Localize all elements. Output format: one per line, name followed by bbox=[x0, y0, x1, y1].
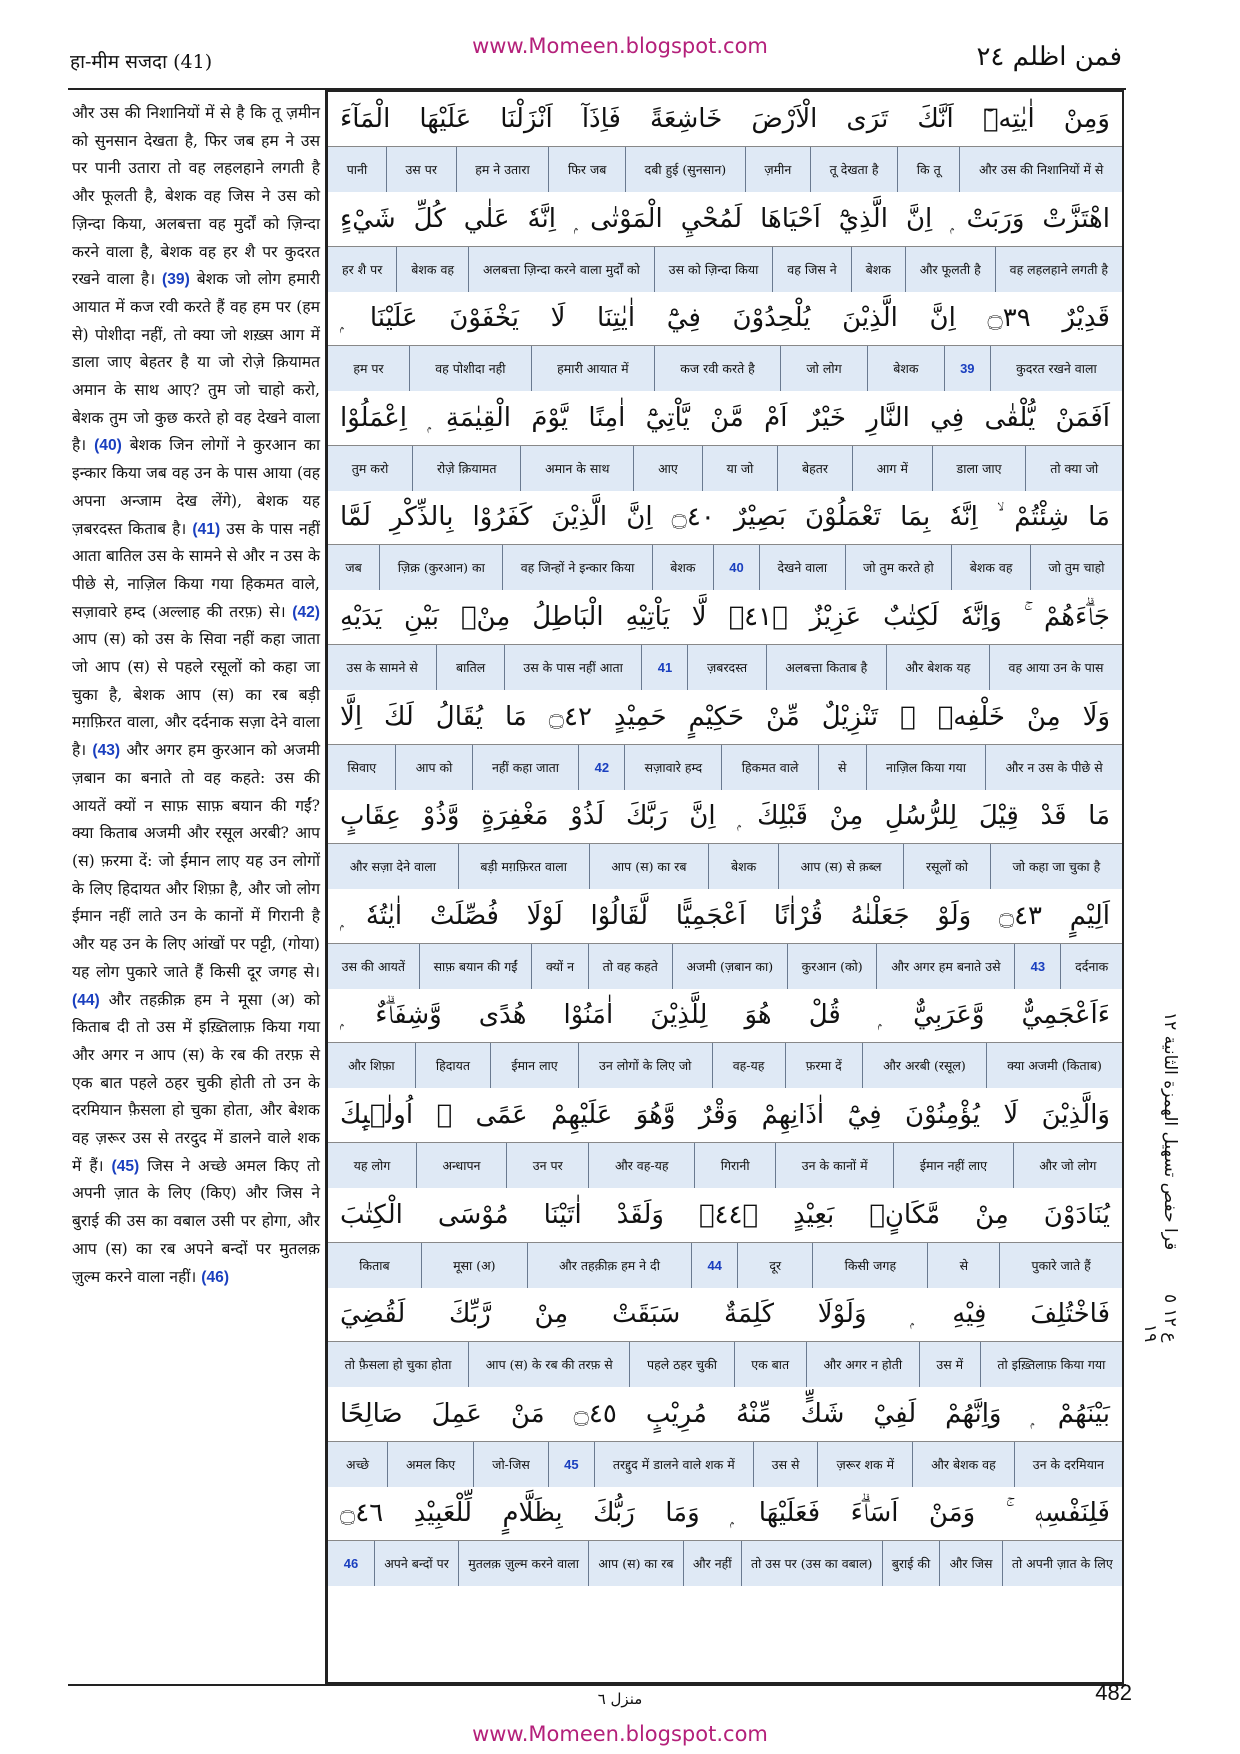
gloss-cell: हर शै पर bbox=[341, 261, 383, 277]
translation-verse bbox=[72, 270, 320, 454]
gloss-cell: रोज़े क़ियामत bbox=[412, 446, 520, 491]
gloss-cell: उस को ज़िन्दा किया bbox=[654, 247, 773, 292]
gloss-cell: तो उस पर (उस का वबाल) bbox=[741, 1541, 882, 1586]
gloss-cell: वह-यह bbox=[712, 1043, 785, 1088]
gloss-cell: क्या अजमी (किताब) bbox=[986, 1043, 1122, 1088]
interlinear-row bbox=[328, 1287, 1122, 1387]
gloss-cell: और सज़ा देने वाला bbox=[349, 859, 436, 875]
gloss-cell: हिकमत वाले bbox=[721, 745, 817, 790]
translation-verse bbox=[72, 991, 320, 1175]
gloss-cell: ईमान नहीं लाए bbox=[893, 1143, 1012, 1188]
gloss-cell: आप (स) से क़ब्ल bbox=[778, 844, 903, 889]
gloss-cell: देखने वाला bbox=[759, 545, 845, 590]
gloss-cell: ज़िक्र (कुरआन) का bbox=[379, 545, 502, 590]
gloss-cell: कज रवी करते है bbox=[654, 346, 780, 391]
gloss-cell: आए bbox=[633, 446, 701, 491]
gloss-verse-number: 43 bbox=[1014, 944, 1060, 989]
gloss-cell: जो कहा जा चुका है bbox=[990, 844, 1122, 889]
site-url-header[interactable]: www.Momeen.blogspot.com bbox=[472, 34, 768, 58]
gloss-cell: या जो bbox=[702, 446, 778, 491]
side-note-qira: قرا حفص تسهيل الهمزة الثانية ١٢ bbox=[1160, 1011, 1180, 1250]
translation-text: और उस की निशानियों में से है कि तू ज़मीन को सुनसान देखता है, फिर जब हम ने उस पर पानी उतारा तो वह लहलहाने लगती है और फूलती है, बेशक वह जिस ने उस को ज़िन्दा किया, अलबत्ता वह मुर्दों को ज़िन्दा करने वाला है, बेशक वह हर शै पर कुदरत रखने वाला है। bbox=[72, 104, 320, 289]
gloss-cell: वह जिन्हों ने इन्कार किया bbox=[502, 545, 652, 590]
gloss-line bbox=[328, 1143, 1122, 1188]
arabic-line: قَدِيْرٌ ۝٣٩ اِنَّ الَّذِيْنَ يُلْحِدُوْنَ فِيْٓ اٰيٰتِنَا لَا يَخْفَوْنَ عَلَيْنَا ۭ bbox=[328, 291, 1122, 346]
gloss-cell: और बेशक यह bbox=[886, 645, 989, 690]
gloss-cell: बातिल bbox=[436, 645, 503, 690]
interlinear-row bbox=[328, 391, 1122, 491]
gloss-line bbox=[328, 147, 1122, 192]
interlinear-row bbox=[328, 192, 1122, 292]
gloss-cell: और तहक़ीक़ हम ने दी bbox=[527, 1243, 691, 1288]
gloss-cell: और न उस के पीछे से bbox=[985, 745, 1122, 790]
interlinear-row bbox=[328, 1486, 1122, 1586]
arabic-line: مَا شِئْتُمْ ۙ اِنَّهٗ بِمَا تَعْمَلُوْنَ بَصِيْرٌ ۝٤٠ اِنَّ الَّذِيْنَ كَفَرُوْا بِالذِّكْرِ لَمَّا bbox=[328, 490, 1122, 545]
gloss-line bbox=[328, 944, 1122, 989]
gloss-cell: नहीं कहा जाता bbox=[472, 745, 579, 790]
translation-verse bbox=[72, 104, 320, 288]
arabic-line: وَلَا مِنْ خَلْفِهٖ ۭ تَنْزِيْلٌ مِّنْ حَكِيْمٍ حَمِيْدٍ ۝٤٢ مَا يُقَالُ لَكَ اِلَّا bbox=[328, 690, 1122, 745]
gloss-cell: और अगर न होती bbox=[806, 1342, 919, 1387]
gloss-cell: और अरबी (रसूल) bbox=[862, 1043, 986, 1088]
gloss-verse-number: 42 bbox=[578, 745, 624, 790]
gloss-cell: दर्दनाक bbox=[1060, 944, 1122, 989]
arabic-line: وَمِنْ اٰيٰتِهٖٓ اَنَّكَ تَرَى الْاَرْضَ خَاشِعَةً فَاِذَآ اَنْزَلْنَا عَلَيْهَا الْمَآءَ bbox=[328, 92, 1122, 147]
gloss-cell: अलबत्ता किताब है bbox=[766, 645, 886, 690]
gloss-line bbox=[328, 1043, 1122, 1088]
gloss-cell: वह पोशीदा नही bbox=[409, 346, 531, 391]
gloss-cell: हम ने उतारा bbox=[456, 147, 549, 192]
gloss-cell: उस की आयतें bbox=[341, 958, 405, 974]
arabic-line: جَاۗءَهُمْ ۚ وَاِنَّهٗ لَكِتٰبٌ عَزِيْزٌ ۝٤١ۙ لَّا يَاْتِيْهِ الْبَاطِلُ مِنْۢ بَيْنِ يَدَيْهِ bbox=[328, 590, 1122, 645]
gloss-cell: और जो लोग bbox=[1013, 1143, 1122, 1188]
gloss-cell: और नहीं bbox=[683, 1541, 741, 1586]
gloss-cell: अपने बन्दों पर bbox=[374, 1541, 458, 1586]
interlinear-row bbox=[328, 490, 1122, 590]
gloss-cell: तरद्दुद में डालने वाले शक में bbox=[594, 1442, 753, 1487]
arabic-line: وَالَّذِيْنَ لَا يُؤْمِنُوْنَ فِيْٓ اٰذَانِهِمْ وَقْرٌ وَّهُوَ عَلَيْهِمْ عَمًى ۭ اُولٰۗىِٕكَ bbox=[328, 1088, 1122, 1143]
verse-number: (46) bbox=[201, 1268, 230, 1286]
gloss-cell: उन लोगों के लिए जो bbox=[578, 1043, 712, 1088]
gloss-cell: किसी जगह bbox=[812, 1243, 927, 1288]
gloss-cell: जो तुम करते हो bbox=[845, 545, 952, 590]
gloss-cell: और अगर हम बनाते उसे bbox=[876, 944, 1014, 989]
gloss-cell: तो अपनी ज़ात के लिए bbox=[1002, 1541, 1122, 1586]
gloss-verse-number: 39 bbox=[944, 346, 990, 391]
translation-column bbox=[72, 100, 320, 1680]
gloss-cell: बेशक bbox=[708, 844, 778, 889]
gloss-line bbox=[328, 545, 1122, 590]
gloss-verse-number: 45 bbox=[548, 1442, 594, 1487]
gloss-cell: उन पर bbox=[506, 1143, 588, 1188]
gloss-cell: जो-जिस bbox=[473, 1442, 548, 1487]
gloss-cell: वह आया उन के पास bbox=[989, 645, 1122, 690]
verse-number: (44) bbox=[72, 991, 100, 1009]
interlinear-row bbox=[328, 1387, 1122, 1487]
gloss-cell: जो लोग bbox=[780, 346, 867, 391]
interlinear-row bbox=[328, 789, 1122, 889]
gloss-cell: वह जिस ने bbox=[772, 247, 850, 292]
translation-verse bbox=[72, 741, 320, 1008]
gloss-cell: गिरानी bbox=[694, 1143, 775, 1188]
gloss-cell: और फूलती है bbox=[905, 247, 995, 292]
gloss-cell: बेशक bbox=[652, 545, 713, 590]
translation-text: और तहक़ीक़ हम ने मूसा (अ) को किताब दी तो उस में इख़्तिलाफ़ किया गया और अगर न आप (स) के रब की तरफ़ से एक बात पहले ठहर चुकी होती तो उन के दरमियान फ़ैसला हो चुका होता, और बेशक वह ज़रूर उस से तरदुद में डालने वाले शक में हैं। bbox=[72, 990, 320, 1175]
gloss-line bbox=[328, 1541, 1122, 1586]
verse-number: (39) bbox=[162, 271, 190, 289]
gloss-line bbox=[328, 1442, 1122, 1487]
surah-title: हा-मीम सजदा (41) bbox=[70, 51, 213, 73]
gloss-cell: से bbox=[818, 745, 866, 790]
arabic-line: فَاخْتُلِفَ فِيْهِ ۭ وَلَوْلَا كَلِمَةٌ سَبَقَتْ مِنْ رَّبِّكَ لَقُضِيَ bbox=[328, 1287, 1122, 1342]
translation-text: आप (स) को उस के सिवा नहीं कहा जाता जो आप (स) से पहले रसूलों को कहा जा चुका है, बेशक आप (स) का रब बड़ी मग़फ़िरत वाला, और दर्दनाक सज़ा देने वाला है। bbox=[72, 630, 320, 760]
gloss-cell: अमल किए bbox=[387, 1442, 473, 1487]
gloss-cell: और उस की निशानियों में से bbox=[959, 147, 1122, 192]
gloss-cell: दूर bbox=[737, 1243, 812, 1288]
gloss-cell: से bbox=[927, 1243, 999, 1288]
gloss-line bbox=[328, 844, 1122, 889]
verse-number: (42) bbox=[292, 603, 320, 621]
arabic-line: اهْتَزَّتْ وَرَبَتْ ۭ اِنَّ الَّذِيْٓ اَحْيَاهَا لَمُحْيِ الْمَوْتٰى ۭ اِنَّهٗ عَلٰي كُلِّ شَيْءٍ bbox=[328, 192, 1122, 247]
gloss-cell: उन के दरमियान bbox=[1014, 1442, 1122, 1487]
interlinear-row bbox=[328, 889, 1122, 989]
translation-verse bbox=[72, 630, 320, 759]
gloss-cell: मुतलक़ ज़ुल्म करने वाला bbox=[458, 1541, 588, 1586]
gloss-cell: वह लहलहाने लगती है bbox=[995, 247, 1122, 292]
gloss-cell: किताब bbox=[359, 1257, 390, 1273]
gloss-cell: जब bbox=[345, 560, 362, 576]
arabic-line: اَفَمَنْ يُّلْقٰى فِي النَّارِ خَيْرٌ اَمْ مَّنْ يَّاْتِيْٓ اٰمِنًا يَّوْمَ الْقِيٰمَةِ ۭ اِعْمَلُوْا bbox=[328, 391, 1122, 446]
gloss-cell: बेशक bbox=[851, 247, 905, 292]
gloss-cell: कुरआन (को) bbox=[787, 944, 877, 989]
verse-number: (41) bbox=[192, 520, 221, 538]
gloss-cell: सज़ावारे हम्द bbox=[624, 745, 721, 790]
gloss-cell: आप (स) का रब bbox=[589, 844, 709, 889]
translation-verse bbox=[72, 1157, 320, 1286]
gloss-cell: दबी हुई (सुनसान) bbox=[625, 147, 745, 192]
manzil-label: منزل ٦ bbox=[597, 1690, 643, 1708]
gloss-cell: अमान के साथ bbox=[520, 446, 633, 491]
gloss-cell: तो क्या जो bbox=[1025, 446, 1122, 491]
site-url-footer[interactable]: www.Momeen.blogspot.com bbox=[472, 1722, 768, 1746]
gloss-cell: और जिस bbox=[939, 1541, 1001, 1586]
gloss-line bbox=[328, 446, 1122, 491]
gloss-cell: पुकारे जाते हैं bbox=[999, 1243, 1122, 1288]
gloss-verse-number: 44 bbox=[691, 1243, 737, 1288]
gloss-line bbox=[328, 247, 1122, 292]
gloss-cell: तो फ़ैसला हो चुका होता bbox=[344, 1357, 452, 1373]
gloss-cell: पहले ठहर चुकी bbox=[629, 1342, 733, 1387]
gloss-cell: कुदरत रखने वाला bbox=[990, 346, 1122, 391]
gloss-cell: बेशक वह bbox=[951, 545, 1030, 590]
arabic-line: مَا قَدْ قِيْلَ لِلرُّسُلِ مِنْ قَبْلِكَ ۭ اِنَّ رَبَّكَ لَذُوْ مَغْفِرَةٍ وَّذُوْ عِقَابٍ bbox=[328, 789, 1122, 844]
gloss-cell: फ़रमा दें bbox=[785, 1043, 862, 1088]
interlinear-row bbox=[328, 1088, 1122, 1188]
gloss-cell: और शिफ़ा bbox=[348, 1058, 395, 1074]
gloss-cell: यह लोग bbox=[353, 1157, 391, 1173]
gloss-cell: अजमी (ज़बान का) bbox=[672, 944, 787, 989]
arabic-line: اَلِيْمٍ ۝٤٣ وَلَوْ جَعَلْنٰهُ قُرْاٰنًا اَعْجَمِيًّا لَّقَالُوْا لَوْلَا فُصِّلَتْ اٰيٰتُهٗ ۭ bbox=[328, 889, 1122, 944]
gloss-line bbox=[328, 1243, 1122, 1288]
gloss-cell: और वह-यह bbox=[588, 1143, 694, 1188]
gloss-cell: मूसा (अ) bbox=[421, 1243, 527, 1288]
verse-number: (45) bbox=[111, 1157, 140, 1175]
gloss-cell: साफ़ बयान की गईं bbox=[419, 944, 531, 989]
interlinear-row bbox=[328, 988, 1122, 1088]
gloss-cell: सिवाए bbox=[347, 759, 377, 775]
gloss-cell: बुराई की bbox=[882, 1541, 940, 1586]
gloss-cell: बेहतर bbox=[777, 446, 852, 491]
gloss-cell: हिदायत bbox=[415, 1043, 490, 1088]
gloss-cell: क्यों न bbox=[531, 944, 588, 989]
gloss-cell: नाज़िल किया गया bbox=[866, 745, 986, 790]
gloss-verse-number: 41 bbox=[641, 645, 687, 690]
gloss-cell: तो वह कहते bbox=[588, 944, 672, 989]
arabic-line: فَلِنَفْسِهٖ ۚ وَمَنْ اَسَاۗءَ فَعَلَيْهَا ۭ وَمَا رَبُّكَ بِظَلَّامٍ لِّلْعَبِيْدِ ۝٤٦ bbox=[328, 1486, 1122, 1541]
gloss-cell: अन्धापन bbox=[416, 1143, 506, 1188]
gloss-cell: आप (स) के रब की तरफ़ से bbox=[468, 1342, 629, 1387]
interlinear-row bbox=[328, 1188, 1122, 1288]
gloss-cell: ज़रूर शक में bbox=[817, 1442, 912, 1487]
gloss-line bbox=[328, 346, 1122, 391]
gloss-cell: एक बात bbox=[734, 1342, 806, 1387]
bottom-rule bbox=[68, 1684, 1126, 1686]
interlinear-row bbox=[328, 590, 1122, 690]
gloss-cell: ज़मीन bbox=[745, 147, 810, 192]
gloss-cell: उस में bbox=[919, 1342, 980, 1387]
translation-text: बेशक जो लोग हमारी आयात में कज रवी करते हैं वह हम पर (हम से) पोशीदा नहीं, तो क्या जो शख़्स आग में डाला जाए बेहतर है या जो रोज़े क़ियामत अमान के साथ आए? तुम जो चाहो करो, बेशक तुम जो कुछ करते हो वह देखने वाला है। bbox=[72, 270, 320, 455]
gloss-cell: अलबत्ता ज़िन्दा करने वाला मुर्दों को bbox=[468, 247, 654, 292]
interlinear-row bbox=[328, 291, 1122, 391]
gloss-cell: तू देखता है bbox=[810, 147, 897, 192]
side-note-ruku: ع ١٢ ٥ ١٩ bbox=[1140, 1293, 1180, 1342]
verse-number: (43) bbox=[92, 742, 121, 760]
gloss-cell: बेशक bbox=[867, 346, 944, 391]
gloss-cell: जो तुम चाहो bbox=[1030, 545, 1122, 590]
interlinear-row bbox=[328, 690, 1122, 790]
page-number: 482 bbox=[1095, 1680, 1132, 1705]
gloss-cell: उस से bbox=[753, 1442, 818, 1487]
gloss-cell: कि तू bbox=[897, 147, 959, 192]
gloss-cell: आग में bbox=[852, 446, 932, 491]
gloss-cell: फिर जब bbox=[548, 147, 625, 192]
gloss-cell: आप (स) का रब bbox=[588, 1541, 682, 1586]
gloss-cell: आप को bbox=[395, 745, 471, 790]
gloss-cell: डाला जाए bbox=[932, 446, 1026, 491]
translation-text: बेशक जिन लोगों ने कुरआन का इन्कार किया जब वह उन के पास आया (वह अपना अन्जाम देख लेंगे), बेशक यह ज़बरदस्त किताब है। bbox=[72, 436, 321, 538]
gloss-cell: हमारी आयात में bbox=[531, 346, 654, 391]
gloss-cell: और बेशक वह bbox=[912, 1442, 1014, 1487]
juz-title: فمن اظلم ٢٤ bbox=[976, 42, 1122, 72]
gloss-line bbox=[328, 745, 1122, 790]
interlinear-grid bbox=[326, 90, 1124, 1684]
gloss-cell: अच्छे bbox=[346, 1456, 369, 1472]
gloss-cell: हम पर bbox=[353, 361, 384, 377]
arabic-line: بَيْنَهُمْ ۭ وَاِنَّهُمْ لَفِيْ شَكٍّ مِّنْهُ مُرِيْبٍ ۝٤٥ مَنْ عَمِلَ صَالِحًا bbox=[328, 1387, 1122, 1442]
gloss-line bbox=[328, 1342, 1122, 1387]
gloss-cell: बेशक वह bbox=[396, 247, 468, 292]
gloss-cell: पानी bbox=[346, 162, 368, 177]
gloss-verse-number: 40 bbox=[713, 545, 759, 590]
translation-text: उस के पास नहीं आता बातिल उस के सामने से और न उस के पीछे से, नाज़िल किया गया हिकमत वाले, सज़ावारे हम्द (अल्लाह की तरफ़) से। bbox=[72, 519, 320, 621]
gloss-cell: बड़ी मग़फ़िरत वाला bbox=[458, 844, 589, 889]
gloss-line bbox=[328, 645, 1122, 690]
translation-text: और अगर हम कुरआन को अजमी ज़बान का बनाते तो वह कहते: उस की आयतें क्यों न साफ़ साफ़ बयान की गईं? क्या किताब अजमी और रसूल अरबी? आप (स) फ़रमा दें: जो ईमान लाए यह उन लोगों के लिए हिदायत और शिफ़ा है, और जो लोग ईमान नहीं लाते उन के कानों में गिरानी है और यह उन के लिए आंखों पर पट्टी, (गोया) यह लोग पुकारे जाते हैं किसी दूर जगह से। bbox=[72, 741, 320, 981]
verse-number: (40) bbox=[94, 437, 122, 455]
translation-text: जिस ने अच्छे अमल किए तो अपनी ज़ात के लिए (किए) और जिस ने बुराई की उस का वबाल उसी पर होगा, और आप (स) का रब अपने बन्दों पर मुतलक़ ज़ुल्म करने वाला नहीं। bbox=[72, 1156, 320, 1286]
interlinear-row bbox=[328, 92, 1122, 192]
arabic-line: يُنَادَوْنَ مِنْ مَّكَانٍۢ بَعِيْدٍ ۝٤٤ۧ وَلَقَدْ اٰتَيْنَا مُوْسَى الْكِتٰبَ bbox=[328, 1188, 1122, 1243]
gloss-cell: तुम करो bbox=[351, 460, 389, 476]
gloss-cell: ईमान लाए bbox=[490, 1043, 578, 1088]
gloss-cell: रसूलों को bbox=[903, 844, 990, 889]
gloss-cell: तो इख़्तिलाफ़ किया गया bbox=[980, 1342, 1122, 1387]
arabic-line: ءَاَعْجَمِيٌّ وَّعَرَبِيٌّ ۭ قُلْ هُوَ لِلَّذِيْنَ اٰمَنُوْا هُدًى وَّشِفَاۗءٌ ۭ bbox=[328, 988, 1122, 1043]
gloss-cell: उन के कानों में bbox=[775, 1143, 893, 1188]
gloss-cell: उस पर bbox=[386, 147, 456, 192]
gloss-verse-number: 46 bbox=[343, 1556, 359, 1572]
gloss-cell: उस के सामने से bbox=[346, 659, 418, 675]
gloss-cell: ज़बरदस्त bbox=[687, 645, 765, 690]
gloss-cell: उस के पास नहीं आता bbox=[504, 645, 642, 690]
